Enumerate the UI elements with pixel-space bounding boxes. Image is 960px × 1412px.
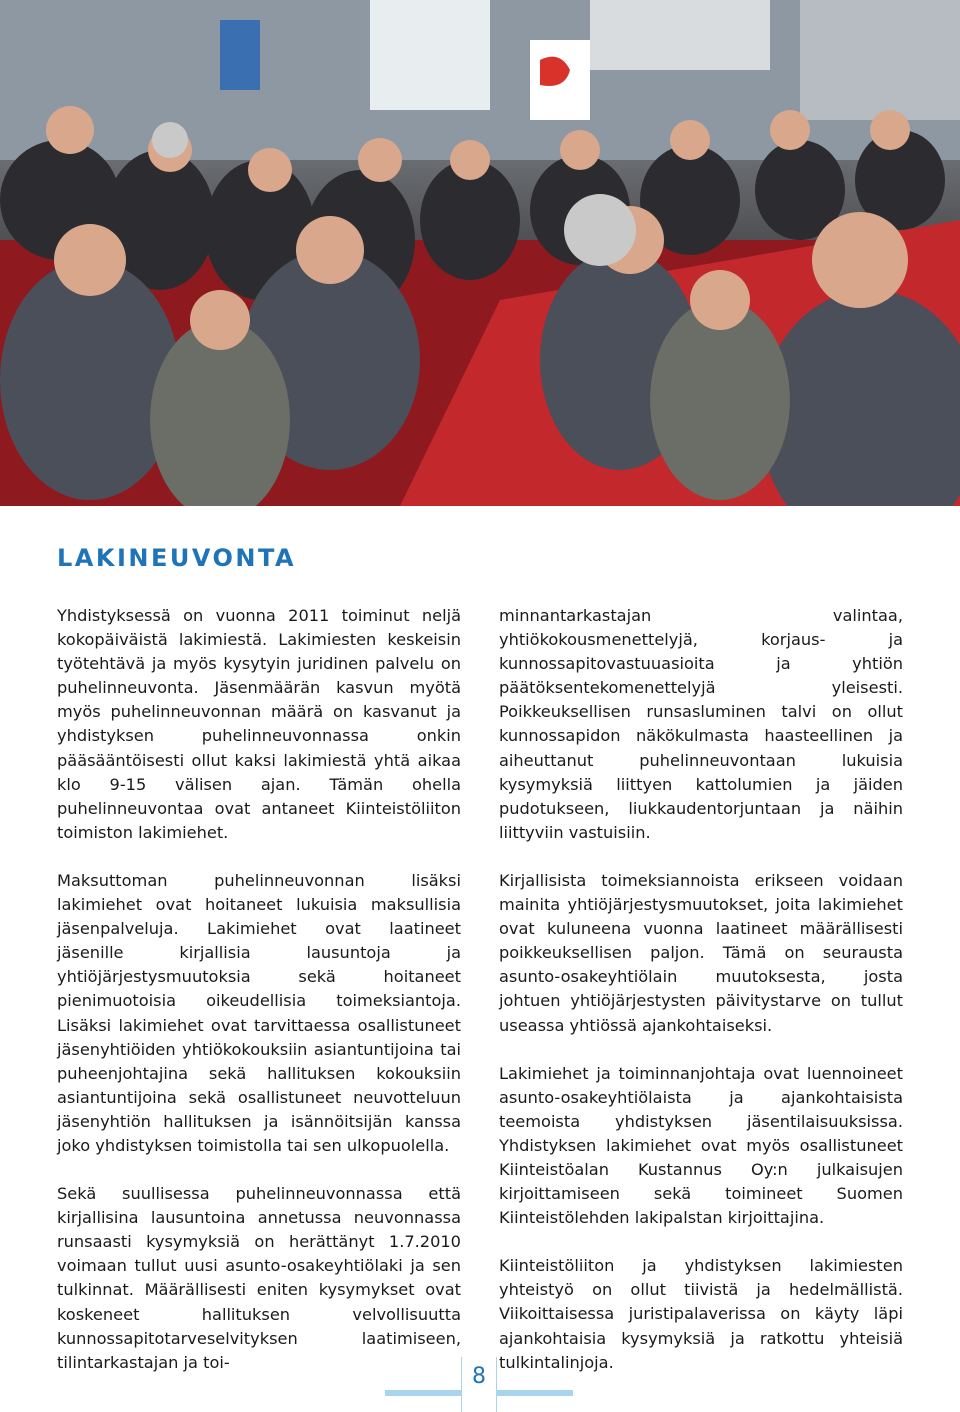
paragraph: Maksuttoman puhelinneuvonnan lisäksi lakimiehet ovat hoitaneet lukuisia maksullisia jäsenpalveluja. Lakimiehet ovat laatineet jäsenille kirjallisia lausuntoja ja yhtiöjärjestysmuutoksia sekä hoitaneet pienimuotoisia oikeudellisia toimeksiantoja. Lisäksi lakimiehet ovat tarvittaessa osallistuneet jäsenyhtiöiden yhtiökokouksiin asiantuntijoina tai puheenjohtajina sekä hallituksen kokouksiin asiantuntijoina sekä osallistuneet neuvotteluun jäsenyhtiön hallituksen ja isännöitsijän kanssa joko yhdistyksen toimistolla tai sen ulkopuolella.: [57, 870, 461, 1155]
paragraph: Lakimiehet ja toiminnanjohtaja ovat luennoineet asunto-osakeyhtiölaista ja ajankohtaisista teemoista yhdistyksen jäsentilaisuuksissa. Yhdistyksen lakimiehet ovat myös osallistuneet Kiinteistöalan Kustannus Oy:n julkaisujen kirjoittamiseen sekä toimineet Suomen Kiinteistölehden lakipalstan kirjoittajina.: [499, 1063, 903, 1228]
right-column: [499, 604, 903, 1399]
section-heading: LAKINEUVONTA: [57, 544, 297, 572]
paragraph: Kirjallisista toimeksiannoista erikseen voidaan mainita yhtiöjärjestysmuutokset, joita lakimiehet ovat kuluneena vuonna laatineet määrällisesti poikkeuksellisen paljon. Tämä on seurausta asunto-osakeyhtiölain muutoksesta, josta johtuen yhtiöjärjestysten päivitystarve on tullut useassa yhtiössä ajankohtaiseksi.: [499, 870, 903, 1035]
audience-photo-icon: [0, 0, 960, 506]
page-number: 8: [472, 1364, 486, 1389]
audience-photo: [0, 0, 960, 506]
paragraph: Sekä suullisessa puhelinneuvonnassa että kirjallisina lausuntoina annetussa neuvonnassa runsaasti kysymyksiä on herättänyt 1.7.2010 voimaan tullut uusi asunto-osakeyhtiölaki ja sen tulkinnat. Määrällisesti eniten kysymykset ovat koskeneet hallituksen velvollisuutta kunnossapitotarveselvityksen laatimiseen, tilintarkastajan ja toi-: [57, 1184, 461, 1372]
paragraph: Yhdistyksessä on vuonna 2011 toiminut neljä kokopäiväistä lakimiestä. Lakimiesten keskeisin työtehtävä ja myös kysytyin juridinen palvelu on puhelinneuvonta. Jäsenmäärän kasvun myötä myös puhelinneuvonnan määrä on kasvanut ja yhdistyksen puhelinneuvonnassa onkin pääsääntöisesti ollut kaksi lakimiestä yhtä aikaa klo 9-15 välisen ajan. Tämän ohella puhelinneuvontaa ovat antaneet Kiinteistöliiton toimiston lakimiehet.: [57, 606, 461, 842]
paragraph: Kiinteistöliiton ja yhdistyksen lakimiesten yhteistyö on ollut tiivistä ja hedelmällistä. Viikoittaisessa juristipalaverissa on käyty läpi ajankohtaisia kysymyksiä ja ratkottu yhteisiä tulkintalinjoja.: [499, 1256, 903, 1372]
paragraph: minnantarkastajan valintaa, yhtiökokousmenettelyjä, korjaus- ja kunnossapitovastuuasioita ja yhtiön päätöksentekomenettelyjä yleisesti. Poikkeuksellisen runsasluminen talvi on ollut kunnossapidon näkökulmasta haasteellinen ja aiheuttanut puhelinneuvontaan lukuisia kysymyksiä liittyen kattolumien ja jäiden pudotukseen, liukkaudentorjuntaan ja näihin liittyviin vastuisiin.: [499, 606, 903, 842]
left-column: [57, 604, 461, 1399]
